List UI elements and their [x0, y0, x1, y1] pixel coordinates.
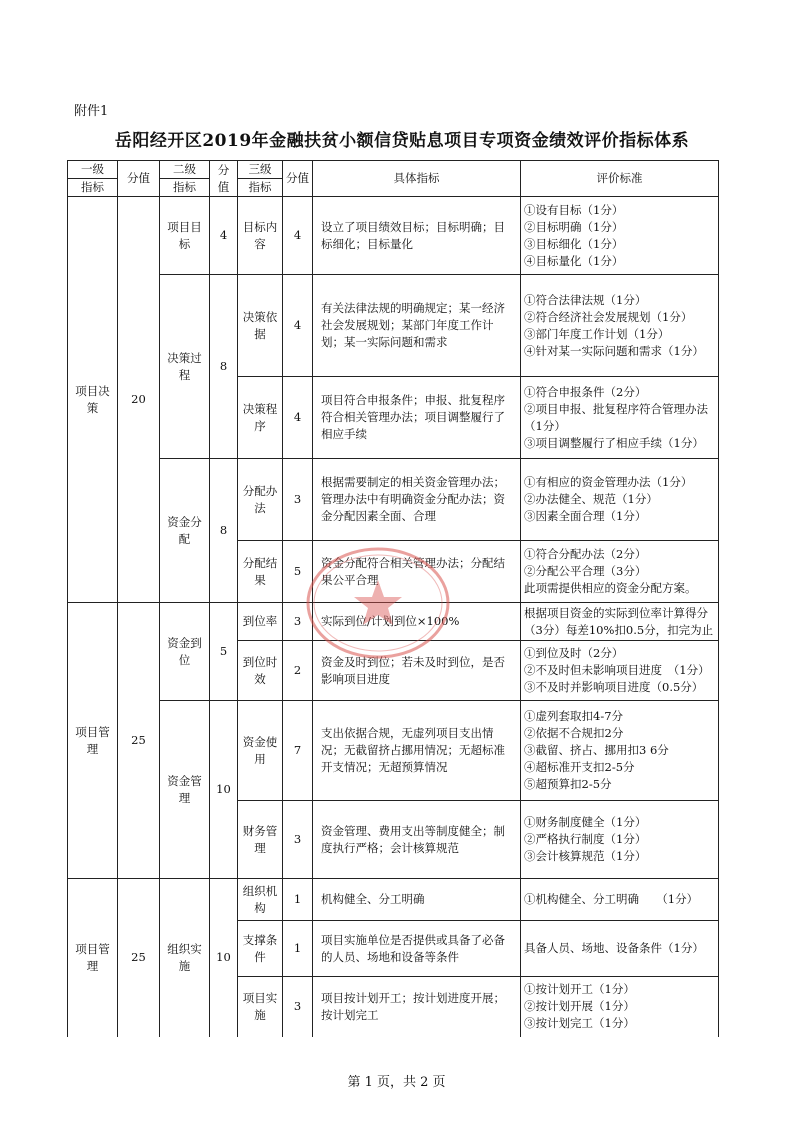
section-score: 25	[118, 879, 160, 1037]
level3-score: 4	[283, 377, 313, 459]
specific-indicator: 有关法律法规的明确规定；某一经济社会发展规划；某部门年度工作计划；某一实际问题和需求	[313, 275, 521, 377]
criteria-cell: 具备人员、场地、设备条件（1分）	[521, 921, 719, 977]
header-level1: 一级	[68, 161, 118, 179]
table-row	[68, 879, 719, 921]
level3-name: 决策程序	[238, 377, 283, 459]
header-level3: 三级	[238, 161, 283, 179]
section-name: 项目管理	[68, 879, 118, 1037]
level3-name: 支撑条件	[238, 921, 283, 977]
table-row	[68, 197, 719, 275]
specific-indicator: 资金及时到位；若未及时到位，是否影响项目进度	[313, 641, 521, 701]
level3-name: 组织机构	[238, 879, 283, 921]
header-level3-sub: 指标	[238, 179, 283, 197]
level3-score: 3	[283, 977, 313, 1037]
specific-indicator: 机构健全、分工明确	[313, 879, 521, 921]
level2-score: 8	[210, 275, 238, 459]
table-row	[68, 701, 719, 801]
level3-name: 到位率	[238, 603, 283, 641]
level3-score: 4	[283, 197, 313, 275]
level3-name: 分配办法	[238, 459, 283, 541]
table-row	[68, 603, 719, 641]
level3-name: 分配结果	[238, 541, 283, 603]
criteria-cell: ①设有目标（1分） ②目标明确（1分） ③目标细化（1分） ④目标量化（1分）	[521, 197, 719, 275]
section-name: 项目管理	[68, 603, 118, 879]
section-score: 25	[118, 603, 160, 879]
section-name: 项目决策	[68, 197, 118, 603]
level3-name: 财务管理	[238, 801, 283, 879]
document-title: 岳阳经开区2019年金融扶贫小额信贷贴息项目专项资金绩效评价指标体系	[114, 131, 690, 151]
level2-score: 10	[210, 879, 238, 1037]
level3-name: 资金使用	[238, 701, 283, 801]
level3-score: 2	[283, 641, 313, 701]
level3-name: 到位时效	[238, 641, 283, 701]
level2-name: 决策过程	[160, 275, 210, 459]
header-row-1	[68, 161, 719, 179]
specific-indicator: 支出依据合规，无虚列项目支出情况；无截留挤占挪用情况；无超标准开支情况；无超预算情况	[313, 701, 521, 801]
level3-name: 项目实施	[238, 977, 283, 1037]
criteria-cell: ①符合申报条件（2分） ②项目申报、批复程序符合管理办法 （1分） ③项目调整履行了相应手续（1分）	[521, 377, 719, 459]
header-score2: 分值	[210, 161, 238, 197]
section-score: 20	[118, 197, 160, 603]
criteria-cell: ①符合分配办法（2分） ②分配公平合理（3分） 此项需提供相应的资金分配方案。	[521, 541, 719, 603]
level3-score: 3	[283, 603, 313, 641]
criteria-cell: ①财务制度健全（1分） ②严格执行制度（1分） ③会计核算规范（1分）	[521, 801, 719, 879]
level3-name: 目标内容	[238, 197, 283, 275]
level2-score: 4	[210, 197, 238, 275]
specific-indicator: 项目按计划开工；按计划进度开展；按计划完工	[313, 977, 521, 1037]
table-row	[68, 275, 719, 377]
specific-indicator: 项目符合申报条件；申报、批复程序符合相关管理办法；项目调整履行了相应手续	[313, 377, 521, 459]
criteria-cell: ①机构健全、分工明确 （1分）	[521, 879, 719, 921]
header-score1: 分值	[118, 161, 160, 197]
specific-indicator: 项目实施单位是否提供或具备了必备的人员、场地和设备等条件	[313, 921, 521, 977]
level3-score: 3	[283, 459, 313, 541]
level2-name: 资金到位	[160, 603, 210, 701]
specific-indicator: 根据需要制定的相关资金管理办法；管理办法中有明确资金分配办法；资金分配因素全面、合理	[313, 459, 521, 541]
criteria-cell: ①按计划开工（1分） ②按计划开展（1分） ③按计划完工（1分）	[521, 977, 719, 1037]
table-row	[68, 459, 719, 541]
attachment-label: 附件1	[74, 104, 109, 119]
level3-score: 3	[283, 801, 313, 879]
level3-score: 4	[283, 275, 313, 377]
page-footer: 第 1 页，共 2 页	[347, 1075, 446, 1090]
header-specific: 具体指标	[313, 161, 521, 197]
level2-score: 8	[210, 459, 238, 603]
criteria-cell: ①有相应的资金管理办法（1分） ②办法健全、规范（1分） ③因素全面合理（1分）	[521, 459, 719, 541]
level2-name: 资金管理	[160, 701, 210, 879]
indicator-table	[67, 160, 719, 1037]
criteria-cell: ①符合法律法规（1分） ②符合经济社会发展规划（1分） ③部门年度工作计划（1分） ④针对某一实际问题和需求（1分）	[521, 275, 719, 377]
criteria-cell: ①到位及时（2分） ②不及时但未影响项目进度 （1分） ③不及时并影响项目进度（0.5分）	[521, 641, 719, 701]
header-criteria: 评价标准	[521, 161, 719, 197]
criteria-cell: ①虚列套取扣4-7分 ②依据不合规扣2分 ③截留、挤占、挪用扣3 6分 ④超标准开支扣2-5分 ⑤超预算扣2-5分	[521, 701, 719, 801]
specific-indicator: 设立了项目绩效目标；目标明确；目标细化；目标量化	[313, 197, 521, 275]
level3-score: 1	[283, 921, 313, 977]
criteria-cell: 根据项目资金的实际到位率计算得分 （3分）每差10%扣0.5分，扣完为止	[521, 603, 719, 641]
level3-score: 1	[283, 879, 313, 921]
specific-indicator: 实际到位/计划到位×100%	[313, 603, 521, 641]
level3-name: 决策依据	[238, 275, 283, 377]
specific-indicator: 资金分配符合相关管理办法；分配结果公平合理	[313, 541, 521, 603]
level3-score: 7	[283, 701, 313, 801]
header-level1-sub: 指标	[68, 179, 118, 197]
level3-score: 5	[283, 541, 313, 603]
level2-name: 资金分配	[160, 459, 210, 603]
level2-score: 10	[210, 701, 238, 879]
level2-name: 项目目标	[160, 197, 210, 275]
header-level2: 二级	[160, 161, 210, 179]
level2-score: 5	[210, 603, 238, 701]
header-score3: 分值	[283, 161, 313, 197]
header-level2-sub: 指标	[160, 179, 210, 197]
specific-indicator: 资金管理、费用支出等制度健全；制度执行严格；会计核算规范	[313, 801, 521, 879]
level2-name: 组织实施	[160, 879, 210, 1037]
